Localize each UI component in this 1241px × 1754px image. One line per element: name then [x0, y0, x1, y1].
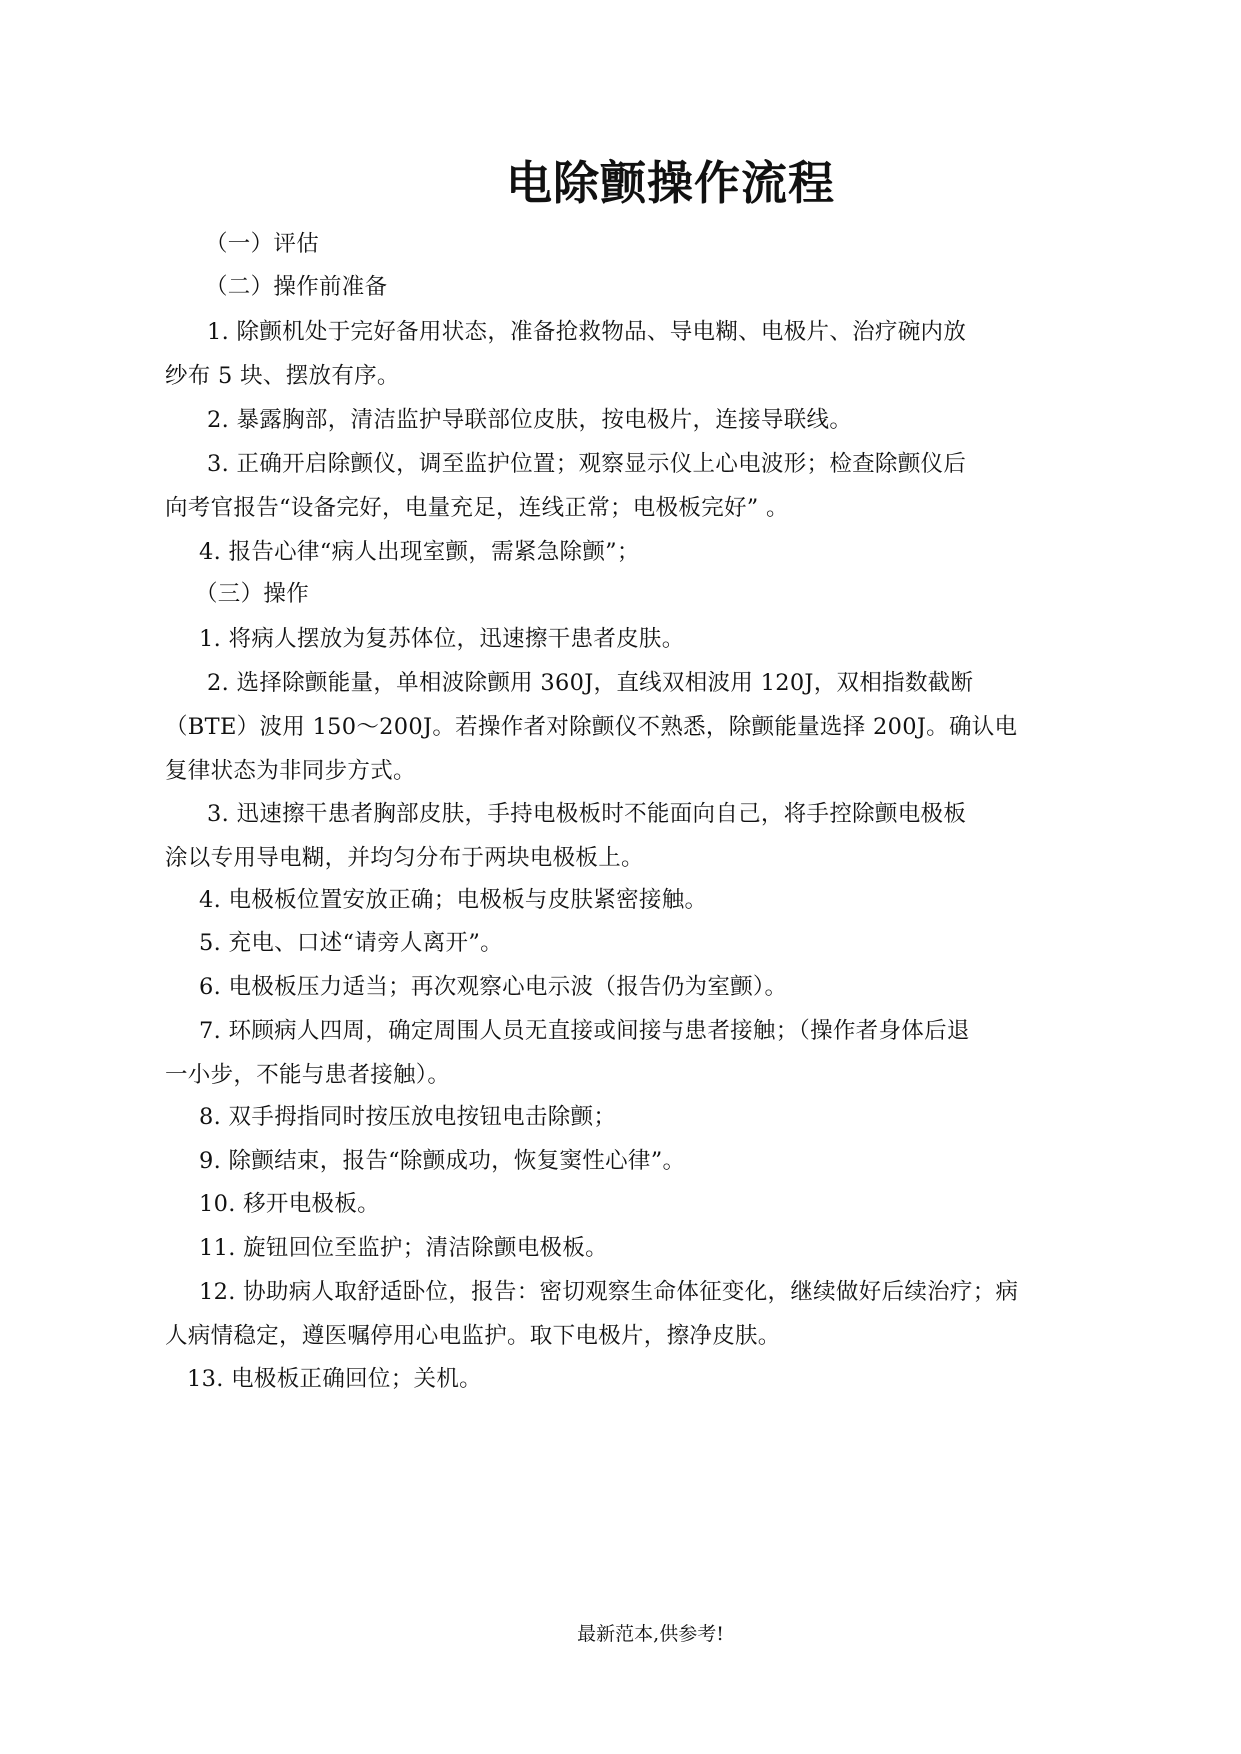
paragraph-line: 2. 选择除颤能量，单相波除颤用 360J，直线双相波用 120J，双相指数截断 [207, 670, 974, 696]
paragraph-line: 7. 环顾病人四周，确定周围人员无直接或间接与患者接触；（操作者身体后退 [199, 1018, 970, 1044]
paragraph-line: 5. 充电、口述“请旁人离开”。 [199, 930, 503, 956]
paragraph-line: 11. 旋钮回位至监护；清洁除颤电极板。 [199, 1235, 608, 1261]
section-heading-assessment: （一）评估 [205, 231, 320, 257]
paragraph-line: 10. 移开电极板。 [199, 1191, 380, 1217]
paragraph-line: 2. 暴露胸部，清洁监护导联部位皮肤，按电极片，连接导联线。 [207, 407, 853, 433]
paragraph-line: 12. 协助病人取舒适卧位，报告：密切观察生命体征变化，继续做好后续治疗；病 [199, 1279, 1019, 1305]
paragraph-line: 9. 除颤结束，报告“除颤成功，恢复窦性心律”。 [199, 1148, 686, 1174]
paragraph-line: 复律状态为非同步方式。 [165, 758, 416, 784]
paragraph-line: 4. 电极板位置安放正确；电极板与皮肤紧密接触。 [199, 887, 708, 913]
section-heading-preparation: （二）操作前准备 [205, 274, 388, 300]
paragraph-line: 4. 报告心律“病人出现室颤，需紧急除颤”； [199, 539, 640, 565]
page-footer: 最新范本,供参考! [577, 1623, 724, 1645]
paragraph-line: 13. 电极板正确回位；关机。 [187, 1366, 482, 1392]
section-heading-operation: （三）操作 [195, 581, 310, 607]
paragraph-line: 一小步，不能与患者接触）。 [165, 1062, 451, 1088]
paragraph-line: 6. 电极板压力适当；再次观察心电示波（报告仍为室颤）。 [199, 974, 788, 1000]
paragraph-line: （BTE）波用 150～200J。若操作者对除颤仪不熟悉，除颤能量选择 200J。确认电 [165, 714, 1018, 740]
paragraph-line: 3. 迅速擦干患者胸部皮肤，手持电极板时不能面向自己，将手控除颤电极板 [207, 801, 967, 827]
paragraph-line: 涂以专用导电糊，并均匀分布于两块电极板上。 [165, 845, 644, 871]
paragraph-line: 纱布 5 块、摆放有序。 [165, 363, 400, 389]
paragraph-line: 1. 将病人摆放为复苏体位，迅速擦干患者皮肤。 [199, 626, 685, 652]
paragraph-line: 人病情稳定，遵医嘱停用心电监护。取下电极片，擦净皮肤。 [165, 1323, 781, 1349]
paragraph-line: 3. 正确开启除颤仪，调至监护位置；观察显示仪上心电波形；检查除颤仪后 [207, 451, 967, 477]
paragraph-line: 向考官报告“设备完好，电量充足，连线正常；电极板完好” 。 [165, 495, 789, 521]
document-title: 电除颤操作流程 [506, 156, 835, 210]
paragraph-line: 8. 双手拇指同时按压放电按钮电击除颤； [199, 1104, 617, 1130]
paragraph-line: 1. 除颤机处于完好备用状态，准备抢救物品、导电糊、电极片、治疗碗内放 [207, 319, 967, 345]
